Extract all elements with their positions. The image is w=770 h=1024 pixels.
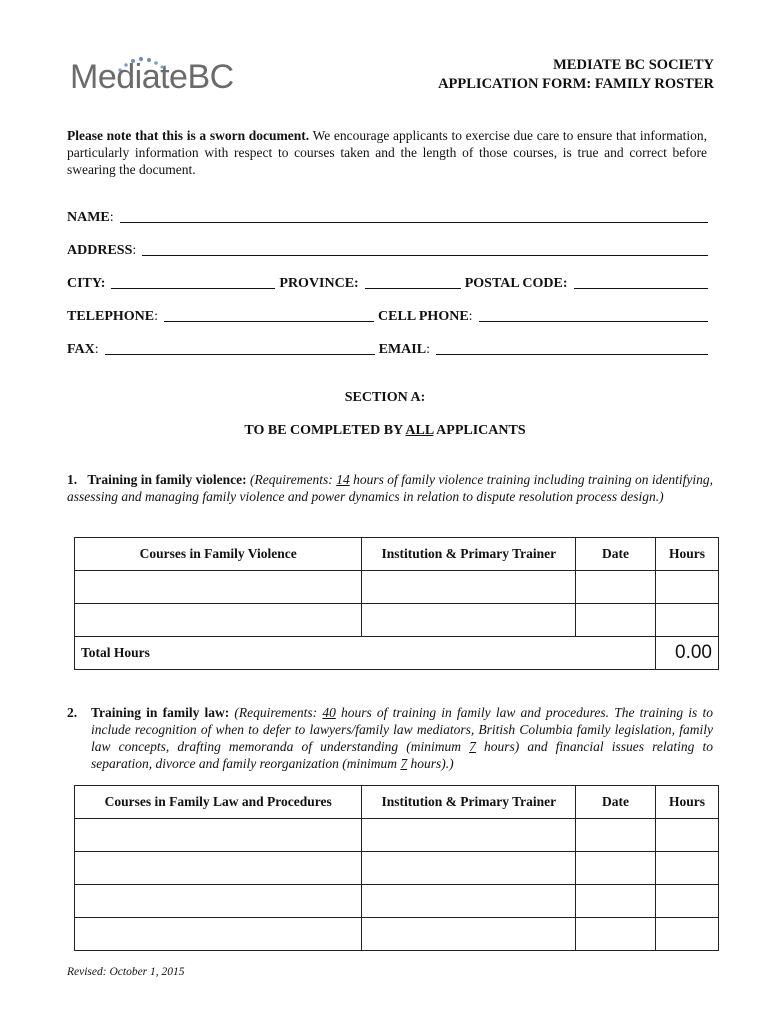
- item-1-text: [67, 471, 713, 505]
- item-1-number: 1.: [67, 472, 78, 487]
- name-row: NAME:: [67, 206, 712, 226]
- section-title: SECTION A:: [344, 390, 426, 405]
- item-2-req-post: hours).): [407, 756, 454, 771]
- section-subtitle-post: APPLICANTS: [433, 423, 526, 438]
- province-field[interactable]: [365, 274, 461, 289]
- city-label: CITY:: [67, 276, 106, 291]
- table-header-row: [75, 538, 719, 571]
- fax-field[interactable]: [105, 340, 375, 355]
- table-cell[interactable]: [576, 885, 656, 918]
- province-label: PROVINCE:: [279, 276, 359, 291]
- postal-code-field[interactable]: [574, 274, 708, 289]
- table-cell[interactable]: [656, 852, 719, 885]
- fax-label: FAX: [67, 342, 95, 357]
- table-header-row: [75, 786, 719, 819]
- intro-text: We encourage applicants to exercise due care to ensure that information, particularly information with respect to courses taken and the length of those courses, is true and correct before swearing the document.: [67, 128, 708, 177]
- column-header: Hours: [656, 538, 719, 571]
- table-cell[interactable]: [362, 885, 576, 918]
- item-2-req-min1: 7: [469, 739, 476, 754]
- table-cell[interactable]: [75, 918, 362, 951]
- city-row: [67, 272, 712, 292]
- section-subtitle-pre: TO BE COMPLETED BY: [244, 423, 406, 438]
- table-row: [75, 604, 719, 637]
- table-cell[interactable]: [75, 571, 362, 604]
- document-header: [438, 56, 714, 94]
- item-1-req-post: hours of family violence training including training on identifying, assessing and managing family violence and power dynamics in relation to dispute resolution process design.): [67, 472, 714, 504]
- item-2-number: 2.: [67, 705, 78, 720]
- table-row: [75, 819, 719, 852]
- column-header: Institution & Primary Trainer: [362, 786, 576, 819]
- table-row: [75, 918, 719, 951]
- section-subtitle-emphasis: ALL: [405, 423, 434, 438]
- telephone-field[interactable]: [164, 307, 374, 322]
- table-cell[interactable]: [362, 604, 576, 637]
- name-field[interactable]: [120, 208, 708, 223]
- address-label: ADDRESS: [67, 243, 133, 258]
- column-header: Institution & Primary Trainer: [362, 538, 576, 571]
- address-row: ADDRESS:: [67, 239, 712, 259]
- total-hours-label: Total Hours: [75, 637, 656, 670]
- item-1-req-pre: (Requirements:: [246, 472, 337, 487]
- column-header: Courses in Family Violence: [75, 538, 362, 571]
- table-cell[interactable]: [656, 571, 719, 604]
- table-cell[interactable]: [656, 885, 719, 918]
- intro-paragraph: [67, 127, 707, 178]
- intro-bold: Please note that this is a sworn document.: [67, 128, 310, 143]
- item-1-req-hours: 14: [336, 472, 350, 487]
- cell-phone-field[interactable]: [479, 307, 708, 322]
- column-header: Date: [576, 786, 656, 819]
- column-header: Courses in Family Law and Procedures: [75, 786, 362, 819]
- table-cell[interactable]: [656, 819, 719, 852]
- total-row: [75, 637, 719, 670]
- telephone-label: TELEPHONE: [67, 309, 155, 324]
- revision-date: Revised: October 1, 2015: [67, 966, 185, 978]
- table-cell[interactable]: [656, 604, 719, 637]
- column-header: Date: [576, 538, 656, 571]
- city-field[interactable]: [111, 274, 275, 289]
- item-2-text: [67, 704, 713, 772]
- item-2-req-pre: (Requirements:: [229, 705, 323, 720]
- column-header: Hours: [656, 786, 719, 819]
- table-cell[interactable]: [75, 852, 362, 885]
- item-2-title: Training in family law:: [91, 705, 230, 720]
- fax-row: FAX: EMAIL:: [67, 338, 712, 358]
- table-cell[interactable]: [576, 819, 656, 852]
- table-row: [75, 571, 719, 604]
- logo: MediateBC: [70, 58, 234, 96]
- item-2-req-hours: 40: [322, 705, 336, 720]
- address-field[interactable]: [142, 241, 708, 256]
- section-subtitle: [0, 423, 770, 439]
- family-violence-table: [74, 537, 719, 670]
- item-2-req-mid2: hours) and financial issues relating to separation, divorce and family reorganization (minimum: [91, 739, 714, 771]
- table-cell[interactable]: [576, 852, 656, 885]
- family-law-table: [74, 785, 719, 951]
- telephone-row: TELEPHONE: CELL PHONE:: [67, 305, 712, 325]
- table-cell[interactable]: [576, 918, 656, 951]
- email-field[interactable]: [436, 340, 708, 355]
- email-label: EMAIL: [378, 342, 427, 357]
- table-row: [75, 852, 719, 885]
- cell-phone-label: CELL PHONE: [378, 309, 469, 324]
- table-cell[interactable]: [75, 885, 362, 918]
- table-cell[interactable]: [362, 918, 576, 951]
- table-row: [75, 885, 719, 918]
- name-label: NAME: [67, 210, 110, 225]
- society-name: MEDIATE BC SOCIETY: [553, 57, 714, 73]
- postal-code-label: POSTAL CODE:: [464, 276, 568, 291]
- item-2-req-mid1: hours of training in family law and procedures. The training is to include recognition of when to defer to lawyers/family law mediators, British Columbia family legislation, family law concepts, drafting memoranda of understanding (minimum: [91, 705, 713, 754]
- table-cell[interactable]: [576, 571, 656, 604]
- table-cell[interactable]: [576, 604, 656, 637]
- table-cell[interactable]: [75, 819, 362, 852]
- table-cell[interactable]: [362, 819, 576, 852]
- table-cell[interactable]: [656, 918, 719, 951]
- table-cell[interactable]: [362, 852, 576, 885]
- form-title: APPLICATION FORM: FAMILY ROSTER: [438, 76, 714, 92]
- item-1-title: Training in family violence:: [87, 472, 247, 487]
- total-hours-value[interactable]: 0.00: [656, 637, 719, 670]
- item-2-req-min2: 7: [400, 756, 408, 771]
- table-cell[interactable]: [362, 571, 576, 604]
- table-cell[interactable]: [75, 604, 362, 637]
